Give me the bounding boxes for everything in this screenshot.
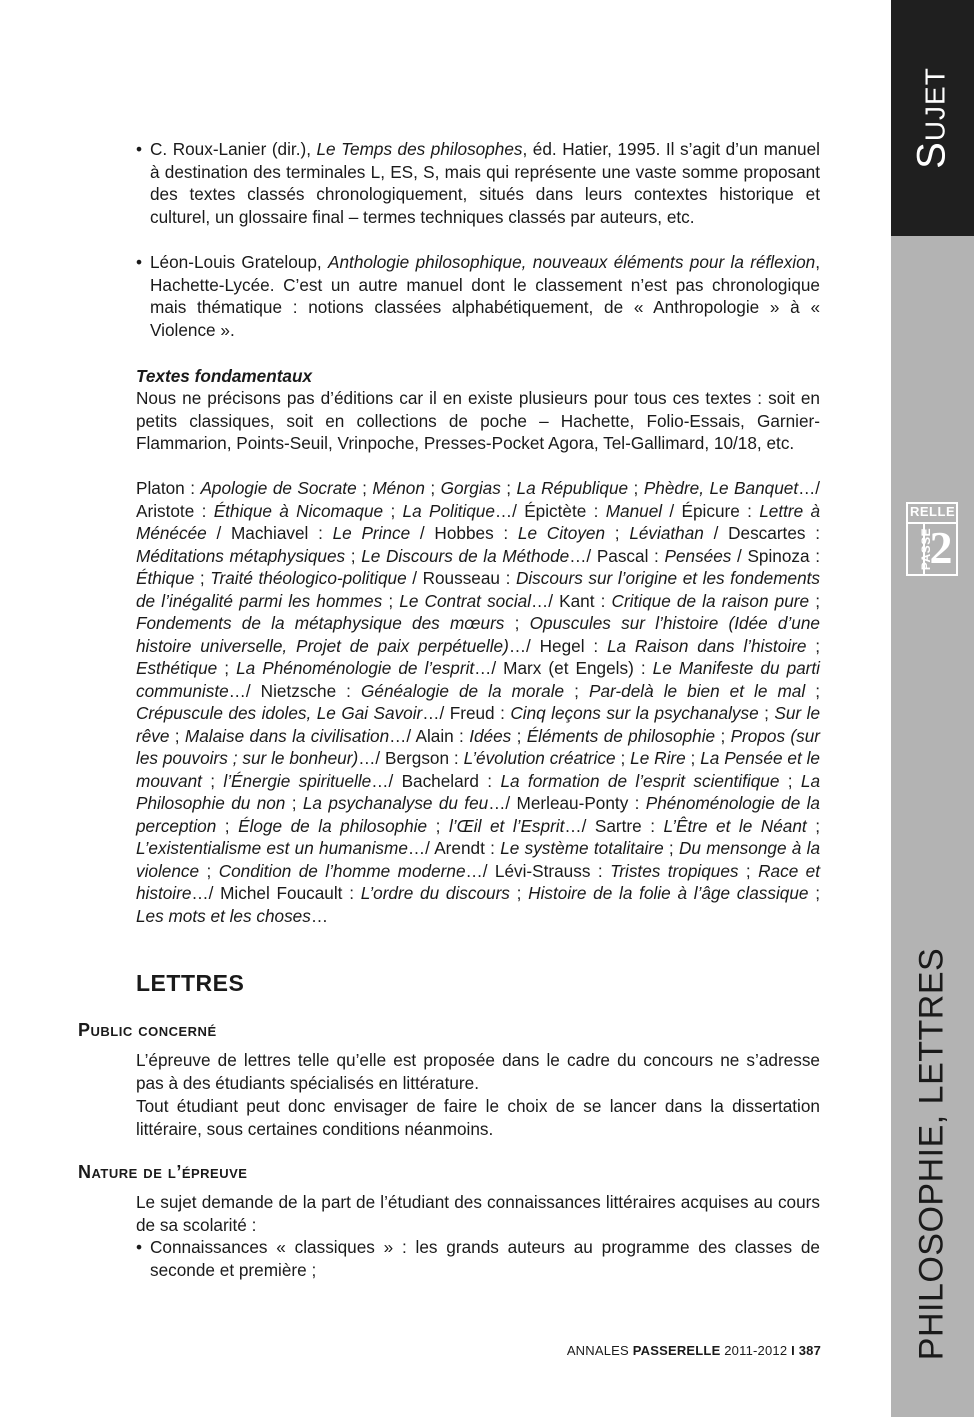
biblio-author: C. Roux-Lanier (dir.),	[150, 139, 317, 159]
work-title: Pensées	[664, 545, 732, 566]
list-text: …/ Épictète :	[494, 500, 606, 521]
work-title: Éthique	[136, 568, 195, 588]
work-title: Tristes tropiques	[610, 860, 739, 881]
work-title: Le Contrat social	[399, 590, 532, 611]
list-text: ;	[605, 523, 630, 543]
list-text: / Hobbes :	[410, 523, 518, 543]
work-title: L’existentialisme est un humanisme	[136, 838, 408, 858]
work-title: Histoire de la folie à l’âge classique	[528, 883, 809, 903]
list-text: ;	[511, 725, 527, 746]
work-title: L’Être et le Néant	[663, 815, 807, 836]
bullet-dot: •	[136, 139, 143, 159]
list-text: ;	[779, 770, 801, 791]
work-title: Phèdre, Le Banquet	[643, 478, 799, 498]
list-text: ;	[808, 883, 820, 903]
work-title: l’Énergie spirituelle	[223, 770, 372, 791]
nature-paragraph: Le sujet demande de la part de l’étudiant des connaissances littéraires acquises au cours de sa scolarité :	[136, 1192, 820, 1235]
work-title: Éléments de philosophie	[526, 725, 716, 746]
public-paragraph-1: L’épreuve de lettres telle qu’elle est proposée dans le cadre du concours ne s’adresse pas à des étudiants spécialisés en littérature.	[136, 1050, 820, 1093]
list-text: ;	[509, 883, 529, 903]
work-title: La Phénoménologie de l’esprit	[236, 658, 475, 678]
work-title: L’évolution créatrice	[463, 748, 616, 768]
work-title: Cinq leçons sur la psychanalyse	[510, 703, 759, 723]
work-title: Le système totalitaire	[500, 838, 664, 858]
biblio-description: , Hachette-Lycée. C’est un autre manuel dont le classement n’est pas chronologique mais thématique : notions classées alphabétiquement, de « Anthropologie » à « Violence ».	[150, 252, 821, 340]
list-text: …/ Arendt :	[407, 838, 501, 858]
work-title: Sur le rêve	[136, 703, 821, 746]
biblio-description: , éd. Hatier, 1995. Il s’agit d’un manuel à destination des terminales L, ES, S, mais qui représente une vaste somme proposant des textes classés chronologiquement, situés dans leurs contextes historique et culturel, un glossaire final – termes techniques classés par auteurs, etc.	[150, 139, 820, 227]
list-text: ;	[285, 793, 303, 813]
work-title: La Raison dans l’histoire	[606, 635, 807, 656]
list-text: ;	[382, 590, 400, 611]
list-text: ;	[806, 635, 820, 656]
list-text: Platon :	[136, 478, 201, 498]
list-text: …/ Kant :	[531, 590, 612, 611]
list-text: …/ Pascal :	[569, 545, 665, 566]
textes-heading: Textes fondamentaux	[136, 366, 313, 386]
list-text: ;	[564, 680, 589, 701]
work-title: l’Œil et l’Esprit	[448, 815, 565, 836]
work-title: Race et histoire	[136, 860, 821, 903]
work-title: Manuel	[605, 500, 663, 521]
list-text: …/ Hegel :	[508, 635, 607, 656]
list-text: / Rousseau :	[406, 568, 516, 588]
work-title: La Philosophie du non	[136, 770, 821, 813]
list-text: …/ Merleau-Ponty :	[488, 793, 646, 813]
work-title: Idées	[469, 725, 512, 746]
nature-heading: Nature de l’épreuve	[78, 1162, 248, 1182]
list-text: …/ Nietzsche :	[228, 680, 362, 701]
list-text: ;	[685, 748, 701, 768]
list-text: ;	[427, 815, 449, 836]
work-title: Esthétique	[136, 658, 218, 678]
list-text: ;	[806, 815, 820, 836]
list-text: ;	[199, 860, 219, 881]
work-title: Le Citoyen	[517, 523, 606, 543]
biblio-title: Le Temps des philosophes	[316, 139, 523, 159]
list-text: ;	[345, 545, 362, 566]
footer-prefix: ANNALES	[566, 1343, 633, 1358]
work-title: Éthique à Nicomaque	[213, 500, 384, 521]
work-title: Le Rire	[630, 748, 686, 768]
biblio-title: Anthologie philosophique, nouveaux éléments pour la réflexion	[328, 252, 816, 272]
list-text: ;	[424, 478, 441, 498]
list-text: ;	[169, 725, 185, 746]
work-title: Léviathan	[629, 523, 704, 543]
biblio-author: Léon-Louis Grateloup,	[150, 252, 329, 272]
textes-intro: Nous ne précisons pas d’éditions car il en existe plusieurs pour tous ces textes : soit en petits classiques, soit en collections de poche – Hachette, Folio-Essais, Garnier-Flammarion, Points-Seuil, Vrinpoche, Presses-Pocket Agora, Tel-Gallimard, 10/18, etc.	[136, 388, 820, 453]
list-text: …/ Aristote :	[136, 478, 821, 521]
list-text: …	[310, 905, 329, 926]
textes-author-list	[136, 477, 820, 927]
footer-separator: I	[791, 1343, 795, 1358]
badge-number: 2	[929, 522, 953, 573]
footer-brand: PASSERELLE	[632, 1343, 721, 1358]
work-title: La psychanalyse du feu	[302, 793, 489, 813]
list-text: ;	[715, 725, 731, 746]
bullet-dot: •	[136, 252, 143, 272]
work-title: Propos (sur les pouvoirs ; sur le bonheur)	[136, 725, 820, 768]
list-text: ;	[383, 500, 403, 521]
work-title: Généalogie de la morale	[361, 680, 565, 701]
sujet-label: Sujet	[909, 67, 954, 169]
list-text: ;	[194, 568, 211, 588]
work-title: Opuscules sur l’histoire (Idée d’une histoire universelle, Projet de paix perpétuelle)	[136, 613, 820, 656]
work-title: Phénoménologie de la perception	[136, 793, 820, 836]
badge-relle-text: RELLE	[910, 504, 956, 519]
list-text: / Épicure :	[662, 500, 760, 521]
work-title: Critique de la raison pure	[611, 590, 810, 611]
work-title: La République	[516, 478, 629, 498]
list-text: ;	[504, 613, 530, 633]
public-heading: Public concerné	[78, 1020, 217, 1040]
biblio-item	[136, 251, 820, 341]
badge-passe-text: PASSE	[919, 527, 933, 571]
list-text: / Descartes :	[703, 523, 820, 543]
public-paragraph-2: Tout étudiant peut donc envisager de faire le choix de se lancer dans la dissertation littéraire, sous certaines conditions néanmoins.	[136, 1096, 820, 1139]
work-title: Le Prince	[332, 523, 411, 543]
list-text: ;	[500, 478, 517, 498]
list-text: ;	[628, 478, 644, 498]
work-title: La formation de l’esprit scientifique	[500, 770, 780, 791]
list-text: ;	[758, 703, 775, 723]
footer-years: 2011-2012	[720, 1343, 792, 1358]
list-text: ;	[809, 590, 820, 611]
list-text: …/ Lévi-Strauss :	[465, 860, 611, 881]
list-text: …/ Bergson :	[358, 748, 464, 768]
work-title: Discours sur l’origine et les fondements de l’inégalité parmi les hommes	[136, 568, 821, 611]
list-text: / Spinoza :	[731, 545, 820, 566]
work-title: La Pensée et le mouvant	[136, 748, 820, 791]
biblio-item	[136, 138, 820, 228]
work-title: Le Manifeste du parti communiste	[136, 658, 820, 701]
work-title: Le Discours de la Méthode	[361, 545, 570, 566]
work-title: Apologie de Socrate	[200, 478, 357, 498]
list-text: …/ Marx (et Engels) :	[474, 658, 653, 678]
list-text: ;	[738, 860, 759, 881]
list-text: …/ Sartre :	[564, 815, 664, 836]
work-title: Du mensonge à la violence	[136, 838, 821, 881]
work-title: L’ordre du discours	[360, 883, 510, 903]
work-title: Les mots et les choses	[136, 905, 311, 926]
list-text: ;	[216, 815, 239, 836]
work-title: Crépuscule des idoles, Le Gai Savoir	[136, 703, 423, 723]
list-text: ;	[615, 748, 631, 768]
list-text: / Machiavel :	[206, 523, 333, 543]
work-title: Par-delà le bien et le mal	[589, 680, 806, 701]
work-title: Gorgias	[440, 478, 501, 498]
work-title: Lettre à Ménécée	[136, 500, 821, 543]
work-title: Condition de l’homme moderne	[218, 860, 466, 881]
list-text: ;	[217, 658, 237, 678]
nature-bullet	[136, 1236, 820, 1281]
work-title: Méditations métaphysiques	[136, 545, 346, 566]
work-title: Fondements de la métaphysique des mœurs	[136, 613, 505, 633]
section-heading-lettres: LETTRES	[136, 970, 245, 996]
list-text: …/ Freud :	[422, 703, 511, 723]
list-text: ;	[201, 770, 224, 791]
page-footer	[567, 1343, 821, 1358]
section-vertical-title: PHILOSOPHIE, LETTRES	[912, 947, 951, 1361]
list-text: …/ Bachelard :	[371, 770, 501, 791]
work-title: Malaise dans la civilisation	[184, 725, 390, 746]
passerelle-2-logo	[906, 502, 958, 576]
work-title: La Politique	[402, 500, 495, 521]
work-title: Ménon	[372, 478, 425, 498]
work-title: Traité théologico-politique	[210, 568, 407, 588]
list-text: ;	[356, 478, 373, 498]
work-title: Éloge de la philosophie	[238, 815, 428, 836]
list-text: …/ Michel Foucault :	[191, 883, 361, 903]
bullet-dot: •	[136, 1237, 143, 1257]
list-text: ;	[663, 838, 679, 858]
nature-bullet-text: Connaissances « classiques » : les grands auteurs au programme des classes de seconde et première ;	[150, 1237, 820, 1280]
list-text: ;	[805, 680, 821, 701]
page-number: 387	[798, 1343, 821, 1358]
list-text: …/ Alain :	[389, 725, 470, 746]
